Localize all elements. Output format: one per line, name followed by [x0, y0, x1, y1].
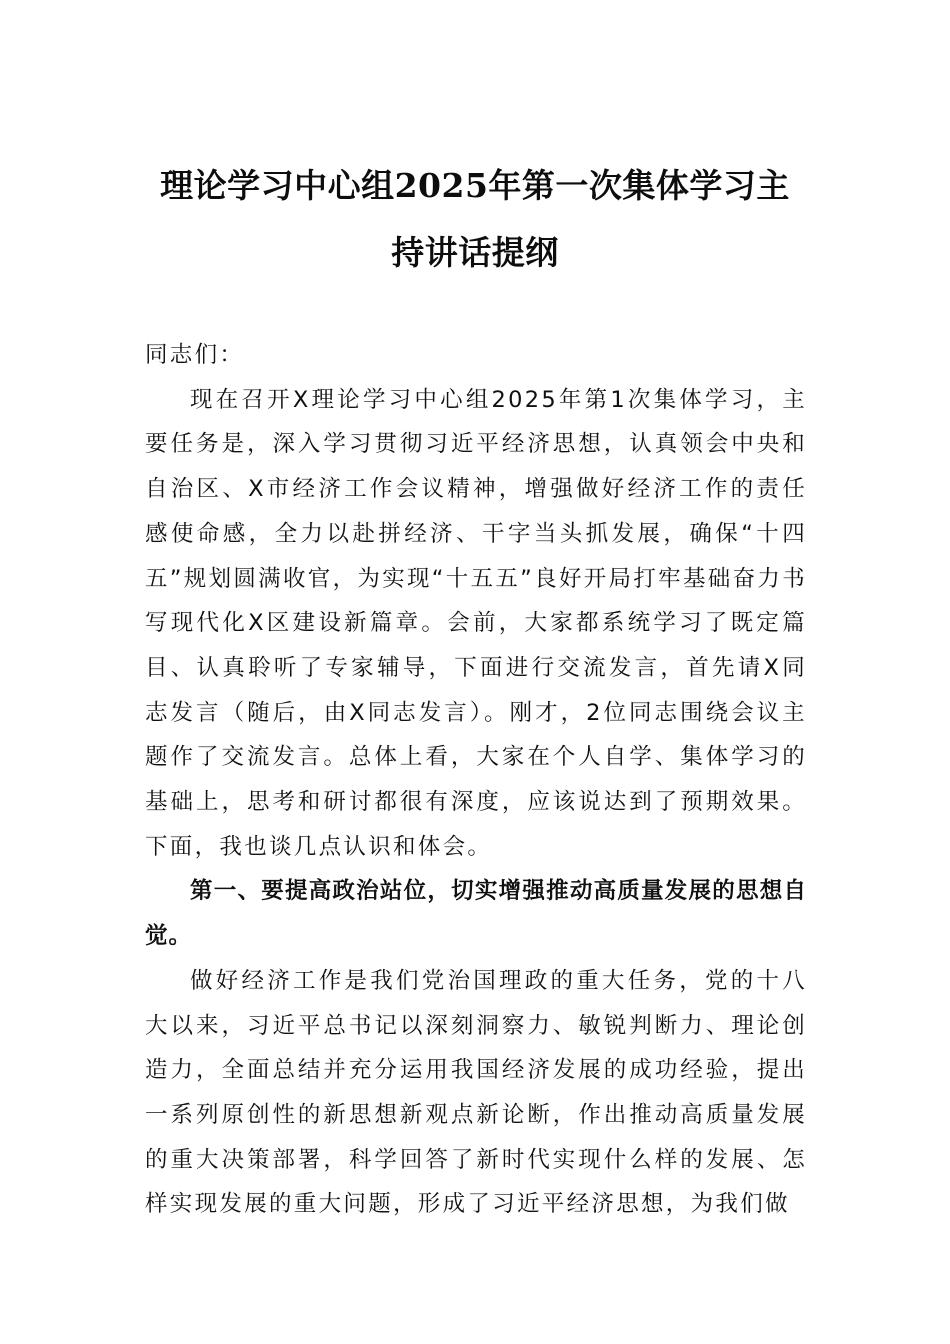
salutation: 同志们：	[145, 342, 245, 368]
document-title-line-2: 持讲话提纲	[391, 233, 559, 272]
document-body	[145, 333, 807, 1227]
section-heading-1: 第一、要提高政治站位，切实增强推动高质量发展的思想自觉。	[145, 878, 807, 950]
paragraph-section-1: 做好经济工作是我们党治国理政的重大任务，党的十八大以来，习近平总书记以深刻洞察力、敏锐判断力、理论创造力，全面总结并充分运用我国经济发展的成功经验，提出一系列原创性的新思想新观点新论断，作出推动高质量发展的重大决策部署，科学回答了新时代实现什么样的发展、怎样实现发展的重大问题，形成了习近平经济思想，为我们做	[145, 967, 807, 1218]
document-title-line-1: 理论学习中心组2025年第一次集体学习主	[160, 166, 790, 205]
paragraph-opening: 现在召开X理论学习中心组2025年第1次集体学习，主要任务是，深入学习贯彻习近平经济思想，认真领会中央和自治区、X市经济工作会议精神，增强做好经济工作的责任感使命感，全力以赴拼经济、干字当头抓发展，确保“十四五”规划圆满收官，为实现“十五五”良好开局打牢基础奋力书写现代化X区建设新篇章。会前，大家都系统学习了既定篇目、认真聆听了专家辅导，下面进行交流发言，首先请X同志发言（随后，由X同志发言）。刚才，2位同志围绕会议主题作了交流发言。总体上看，大家在个人自学、集体学习的基础上，思考和研讨都很有深度，应该说达到了预期效果。下面，我也谈几点认识和体会。	[145, 386, 807, 860]
